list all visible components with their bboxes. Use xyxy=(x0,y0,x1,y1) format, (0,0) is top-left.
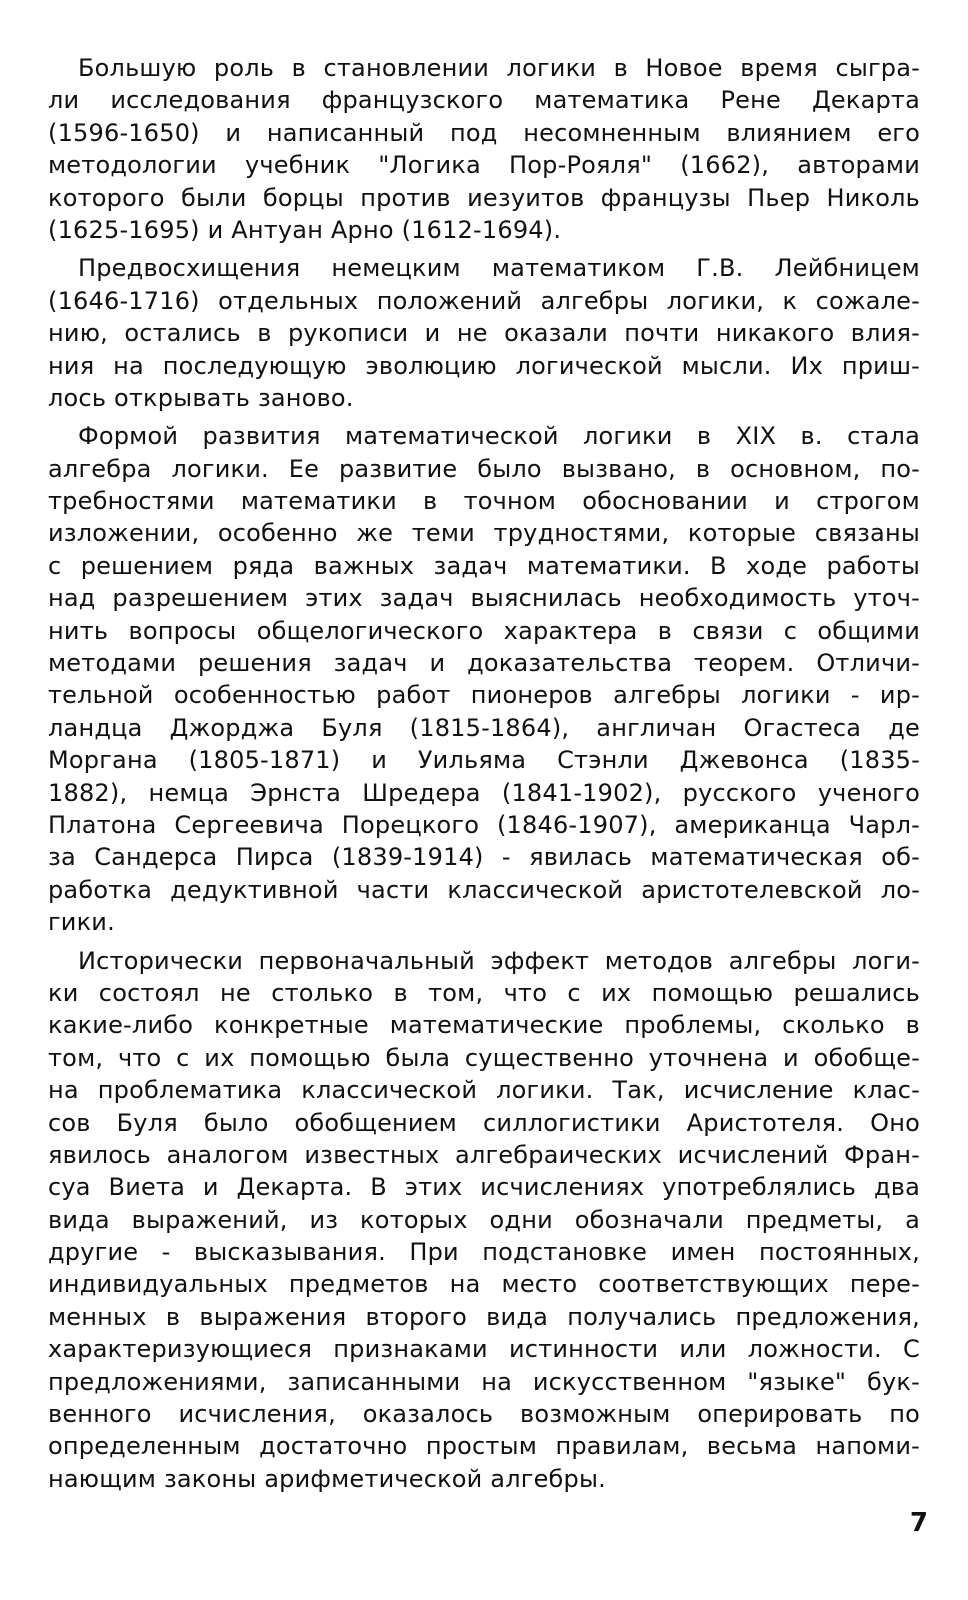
paragraph-descartes xyxy=(48,52,920,246)
text-line: другие - высказывания. При подстановке имен постоянных, xyxy=(48,1238,920,1267)
text-line: нить вопросы общелогического характера в связи с общими xyxy=(48,616,920,645)
text-line: 1882), немца Эрнста Шредера (1841-1902), русского ученого xyxy=(48,778,920,807)
document-page xyxy=(48,52,920,1501)
text-line: Платона Сергеевича Порецкого (1846-1907), американца Чарл- xyxy=(48,810,920,839)
text-line: лось открывать заново. xyxy=(48,383,354,412)
text-line: Формой развития математической логики в XIX в. стала xyxy=(78,422,920,451)
text-line: менных в выражения второго вида получались предложения, xyxy=(48,1302,920,1331)
text-line: тельной особенностью работ пионеров алгебры логики - ир- xyxy=(48,681,920,710)
text-line: требностями математики в точном обосновании и строгом xyxy=(48,487,920,516)
text-line: сов Буля было обобщением силлогистики Аристотеля. Оно xyxy=(48,1108,920,1137)
text-line: предложениями, записанными на искусственном "языке" бук- xyxy=(48,1367,920,1396)
text-line: венного исчисления, оказалось возможным оперировать по xyxy=(48,1400,920,1429)
text-line: алгебра логики. Ее развитие было вызвано, в основном, по- xyxy=(48,454,920,483)
text-line: определенным достаточно простым правилам, весьма напоми- xyxy=(48,1432,920,1461)
text-line: характеризующиеся признаками истинности или ложности. С xyxy=(48,1335,920,1364)
text-line: за Сандерса Пирса (1839-1914) - явилась математическая об- xyxy=(48,843,920,872)
text-line: (1596-1650) и написанный под несомненным влиянием его xyxy=(48,118,920,147)
text-line: Моргана (1805-1871) и Уильяма Стэнли Джевонса (1835- xyxy=(48,746,920,775)
text-line: над разрешением этих задач выяснилась необходимость уточ- xyxy=(48,584,920,613)
text-line: ландца Джорджа Буля (1815-1864), англичан Огастеса де xyxy=(48,713,920,742)
text-line: методологии учебник "Логика Пор-Рояля" (1662), авторами xyxy=(48,151,920,180)
text-line: ния на последующую эволюцию логической мысли. Их приш- xyxy=(48,351,920,380)
text-line: изложении, особенно же теми трудностями, которые связаны xyxy=(48,519,920,548)
text-line: нию, остались в рукописи и не оказали почти никакого влия- xyxy=(48,319,920,348)
text-line: ки состоял не столько в том, что с их помощью решались xyxy=(48,978,920,1007)
text-line: индивидуальных предметов на место соответствующих пере- xyxy=(48,1270,920,1299)
paragraph-historical-effect xyxy=(48,945,920,1496)
text-line: вида выражений, из которых одни обозначали предметы, а xyxy=(48,1205,920,1234)
text-line: ли исследования французского математика Рене Декарта xyxy=(48,86,920,115)
text-line: явилось аналогом известных алгебраических исчислений Фран- xyxy=(48,1140,920,1169)
text-line: с решением ряда важных задач математики. В ходе работы xyxy=(48,551,920,580)
text-line: нающим законы арифметической алгебры. xyxy=(48,1464,606,1493)
text-line: том, что с их помощью была существенно уточнена и обобще- xyxy=(48,1043,920,1072)
text-line: Большую роль в становлении логики в Новое время сыгра- xyxy=(78,54,920,82)
page-number: 7 xyxy=(909,1508,928,1538)
text-line: гики. xyxy=(48,908,115,937)
text-line: Исторически первоначальный эффект методов алгебры логи- xyxy=(78,946,920,975)
paragraph-algebra-of-logic xyxy=(48,420,920,938)
paragraph-leibniz xyxy=(48,252,920,414)
text-line: (1625-1695) и Антуан Арно (1612-1694). xyxy=(48,215,562,244)
text-line: методами решения задач и доказательства теорем. Отличи- xyxy=(48,649,920,678)
text-line: какие-либо конкретные математические проблемы, сколько в xyxy=(48,1011,920,1040)
text-line: Предвосхищения немецким математиком Г.В. Лейбницем xyxy=(78,254,920,283)
text-line: суа Виета и Декарта. В этих исчислениях употреблялись два xyxy=(48,1173,920,1202)
text-line: работка дедуктивной части классической аристотелевской ло- xyxy=(48,875,920,904)
text-line: на проблематика классической логики. Так, исчисление клас- xyxy=(48,1076,920,1105)
text-line: (1646-1716) отдельных положений алгебры логики, к сожале- xyxy=(48,286,920,315)
text-line: которого были борцы против иезуитов французы Пьер Николь xyxy=(48,183,920,212)
